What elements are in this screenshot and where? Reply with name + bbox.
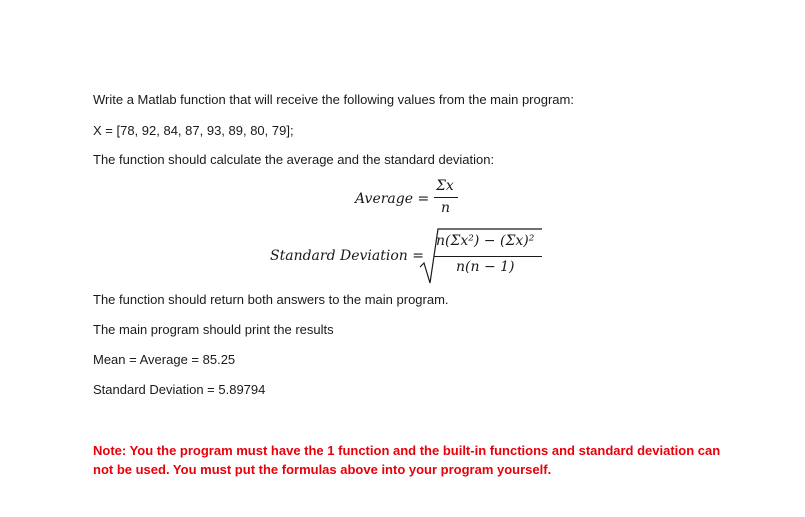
average-denominator: n: [441, 200, 451, 216]
print-text: The main program should print the results: [93, 322, 334, 337]
std-fraction-bar: [434, 256, 542, 257]
average-numerator: Σx: [436, 178, 454, 194]
std-denominator: n(n − 1): [456, 259, 515, 275]
std-label: Standard Deviation =: [270, 248, 424, 264]
task-text: The function should calculate the average and the standard deviation:: [93, 152, 495, 167]
return-text: The function should return both answers to the main program.: [93, 292, 449, 307]
average-label: Average =: [355, 191, 430, 207]
values-line: X = [78, 92, 84, 87, 93, 89, 80, 79];: [93, 123, 294, 138]
intro-text: Write a Matlab function that will receive the following values from the main program:: [93, 92, 574, 107]
average-fraction-bar: [434, 197, 458, 198]
note-text: Note: You the program must have the 1 function and the built-in functions and standard deviation can not be used. You must put the formulas above into your program yourself.: [93, 443, 721, 477]
mean-result: Mean = Average = 85.25: [93, 352, 236, 367]
std-result: Standard Deviation = 5.89794: [93, 382, 266, 397]
std-numerator: n(Σx²) − (Σx)²: [436, 233, 535, 249]
